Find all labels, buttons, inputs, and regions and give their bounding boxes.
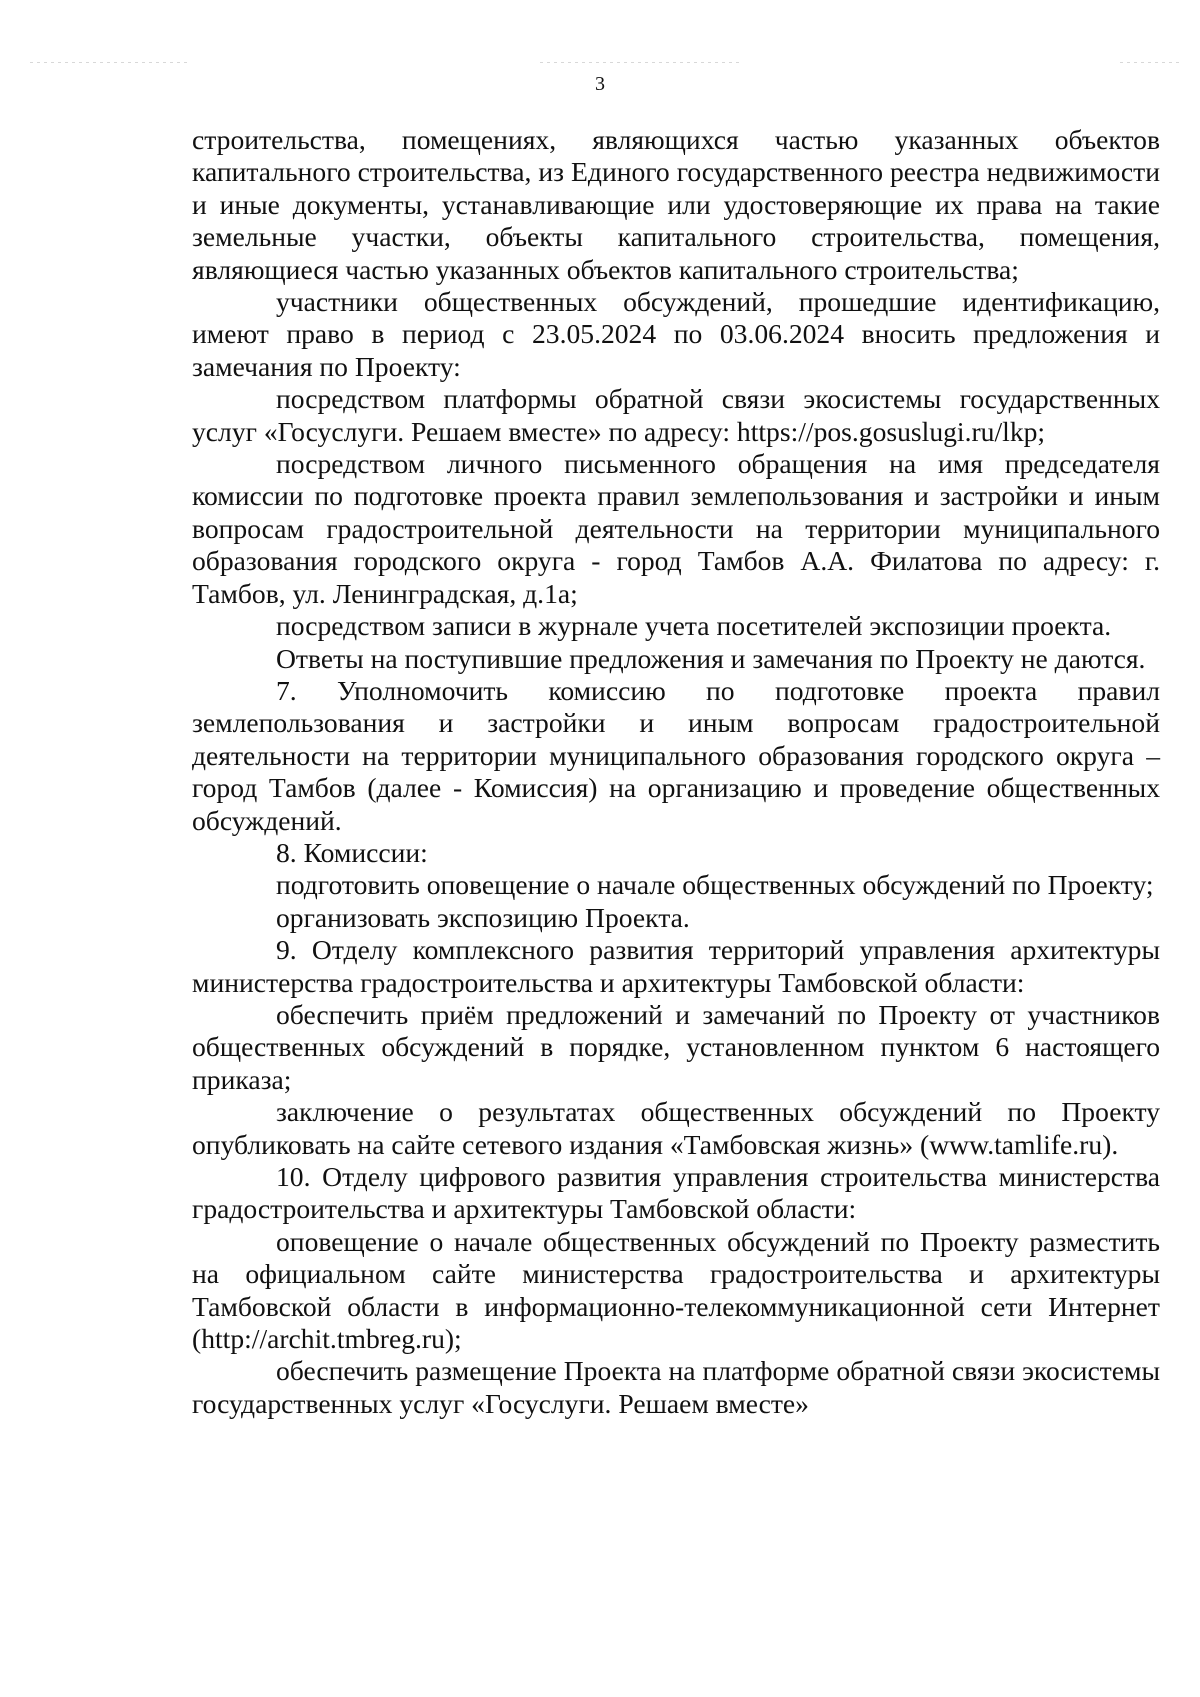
- paragraph-p16: обеспечить размещение Проекта на платформе обратной связи экосистемы государственных услуг «Госуслуги. Решаем вместе»: [192, 1355, 1160, 1419]
- paragraph-p1: строительства, помещениях, являющихся частью указанных объектов капитального строительства, из Единого государственного реестра недвижимости и иные документы, устанавливающие или удостоверяющие их права на такие земельные участки, объекты капитального строительства, помещения, являющиеся частью указанных объектов капитального строительства;: [192, 124, 1160, 285]
- paragraph-p8: 8. Комиссии:: [276, 836, 428, 868]
- paragraph-p14: 10. Отделу цифрового развития управления строительства министерства градостроительства и архитектуры Тамбовской области:: [192, 1161, 1160, 1225]
- paragraph-p5: посредством записи в журнале учета посетителей экспозиции проекта.: [276, 610, 1112, 642]
- paragraph-p2: участники общественных обсуждений, прошедшие идентификацию, имеют право в период с 23.05.2024 по 03.06.2024 вносить предложения и замечания по Проекту:: [192, 286, 1160, 382]
- paragraph-p11: 9. Отделу комплексного развития территорий управления архитектуры министерства градостроительства и архитектуры Тамбовской области:: [192, 934, 1160, 998]
- paragraph-p9: подготовить оповещение о начале общественных обсуждений по Проекту;: [276, 869, 1154, 901]
- paragraph-p15: оповещение о начале общественных обсуждений по Проекту разместить на официальном сайте министерства градостроительства и архитектуры Тамбовской области в информационно-телекоммуникационной сети Интернет (http://archit.tmbreg.ru);: [192, 1225, 1160, 1355]
- scan-edge-artifact: [30, 62, 190, 63]
- document-body: [192, 124, 1160, 1420]
- paragraph-p6: Ответы на поступившие предложения и замечания по Проекту не даются.: [276, 642, 1146, 674]
- paragraph-p4: посредством личного письменного обращения на имя председателя комиссии по подготовке проекта правил землепользования и застройки и иным вопросам градостроительной деятельности на территории муниципального образования городского округа - город Тамбов А.А. Филатова по адресу: г. Тамбов, ул. Ленинградская, д.1а;: [192, 448, 1160, 609]
- paragraph-p7: 7. Уполномочить комиссию по подготовке проекта правил землепользования и застройки и иным вопросам градостроительной деятельности на территории муниципального образования городского округа – город Тамбов (далее - Комиссия) на организацию и проведение общественных обсуждений.: [192, 674, 1160, 836]
- paragraph-p12: обеспечить приём предложений и замечаний по Проекту от участников общественных обсуждений в порядке, установленном пунктом 6 настоящего приказа;: [192, 998, 1160, 1095]
- scan-edge-artifact: [1120, 62, 1180, 63]
- paragraph-p10: организовать экспозицию Проекта.: [276, 901, 690, 933]
- scan-edge-artifact: [540, 62, 740, 63]
- page-number: 3: [595, 73, 605, 95]
- paragraph-p13: заключение о результатах общественных обсуждений по Проекту опубликовать на сайте сетевого издания «Тамбовская жизнь» (www.tamlife.ru).: [192, 1096, 1160, 1160]
- paragraph-p3: посредством платформы обратной связи экосистемы государственных услуг «Госуслуги. Решаем вместе» по адресу: https://pos.gosuslugi.ru/lkp;: [192, 383, 1160, 447]
